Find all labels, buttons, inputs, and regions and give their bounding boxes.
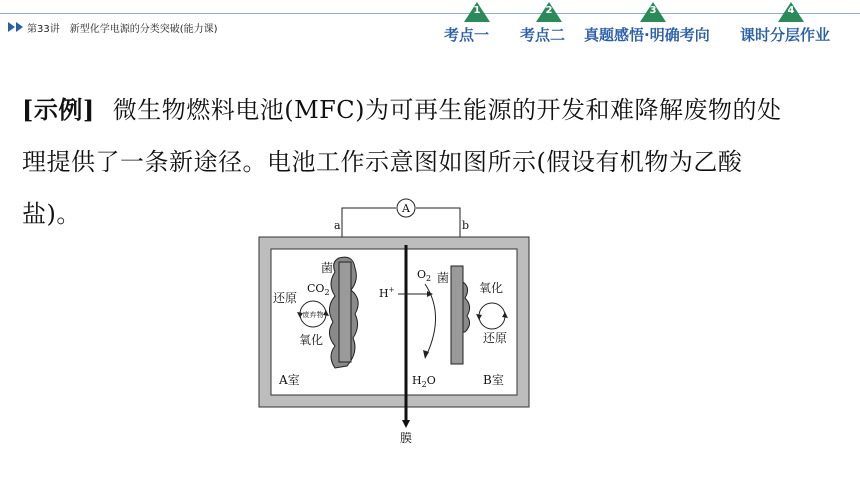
tab-label: 真题感悟·明确考向 [584, 26, 710, 44]
right-bacteria-label: 菌 [437, 271, 450, 285]
right-electrode [451, 266, 463, 364]
tab-number: 4 [787, 5, 795, 16]
tab-number: 1 [473, 5, 481, 16]
h-plus-label: H+ [379, 286, 395, 300]
co2-label: $CO_2$ [307, 282, 330, 297]
tab-label: 考点一 [444, 26, 490, 44]
paragraph-line-1 [22, 84, 842, 136]
mfc-diagram [255, 196, 535, 450]
paragraph-line-2: 理提供了一条新途径。电池工作示意图如图所示(假设有机物为乙酸 [22, 148, 743, 176]
lesson-number: 第33讲 [27, 23, 60, 35]
paragraph-line-3: 盐)。 [22, 200, 81, 228]
paragraph-text-1: 微生物燃料电池(MFC)为可再生能源的开发和难降解废物的处 [112, 96, 782, 124]
waste-label: 废弃物 [302, 311, 324, 319]
chamber-a-label: A室 [279, 373, 300, 387]
play-arrow-icon [16, 22, 23, 32]
reduction-right-label: 还原 [483, 331, 508, 345]
oxidation-left-label: 氧化 [299, 333, 324, 347]
chamber-b-label: B室 [483, 373, 504, 387]
left-bacteria-label: 菌 [321, 261, 334, 275]
tab-label: 考点二 [520, 26, 566, 44]
tab-label: 课时分层作业 [740, 26, 831, 44]
example-tag: [示例] [22, 95, 95, 124]
page-header [0, 0, 860, 48]
o2-label: $O_2$ [417, 268, 432, 283]
breadcrumb [8, 20, 218, 34]
breadcrumb-text [27, 20, 218, 35]
tab-number: 2 [545, 5, 553, 16]
play-arrow-icon [8, 22, 15, 32]
h2o-label: $H_2O$ [412, 374, 436, 389]
ammeter-label: A [402, 202, 410, 215]
course-title: 新型化学电源的分类突破(能力课) [69, 23, 218, 35]
left-electrode [339, 262, 351, 362]
membrane-arrow-icon [402, 420, 410, 428]
membrane-label: 膜 [399, 431, 413, 445]
oxidation-right-label: 氧化 [479, 281, 504, 295]
header-divider [0, 13, 860, 14]
mfc-diagram-svg [255, 196, 535, 450]
wire-a-label: a [334, 219, 341, 232]
reduction-left-label: 还原 [273, 291, 298, 305]
wire-b-label: b [462, 219, 470, 232]
tab-number: 3 [649, 5, 657, 16]
